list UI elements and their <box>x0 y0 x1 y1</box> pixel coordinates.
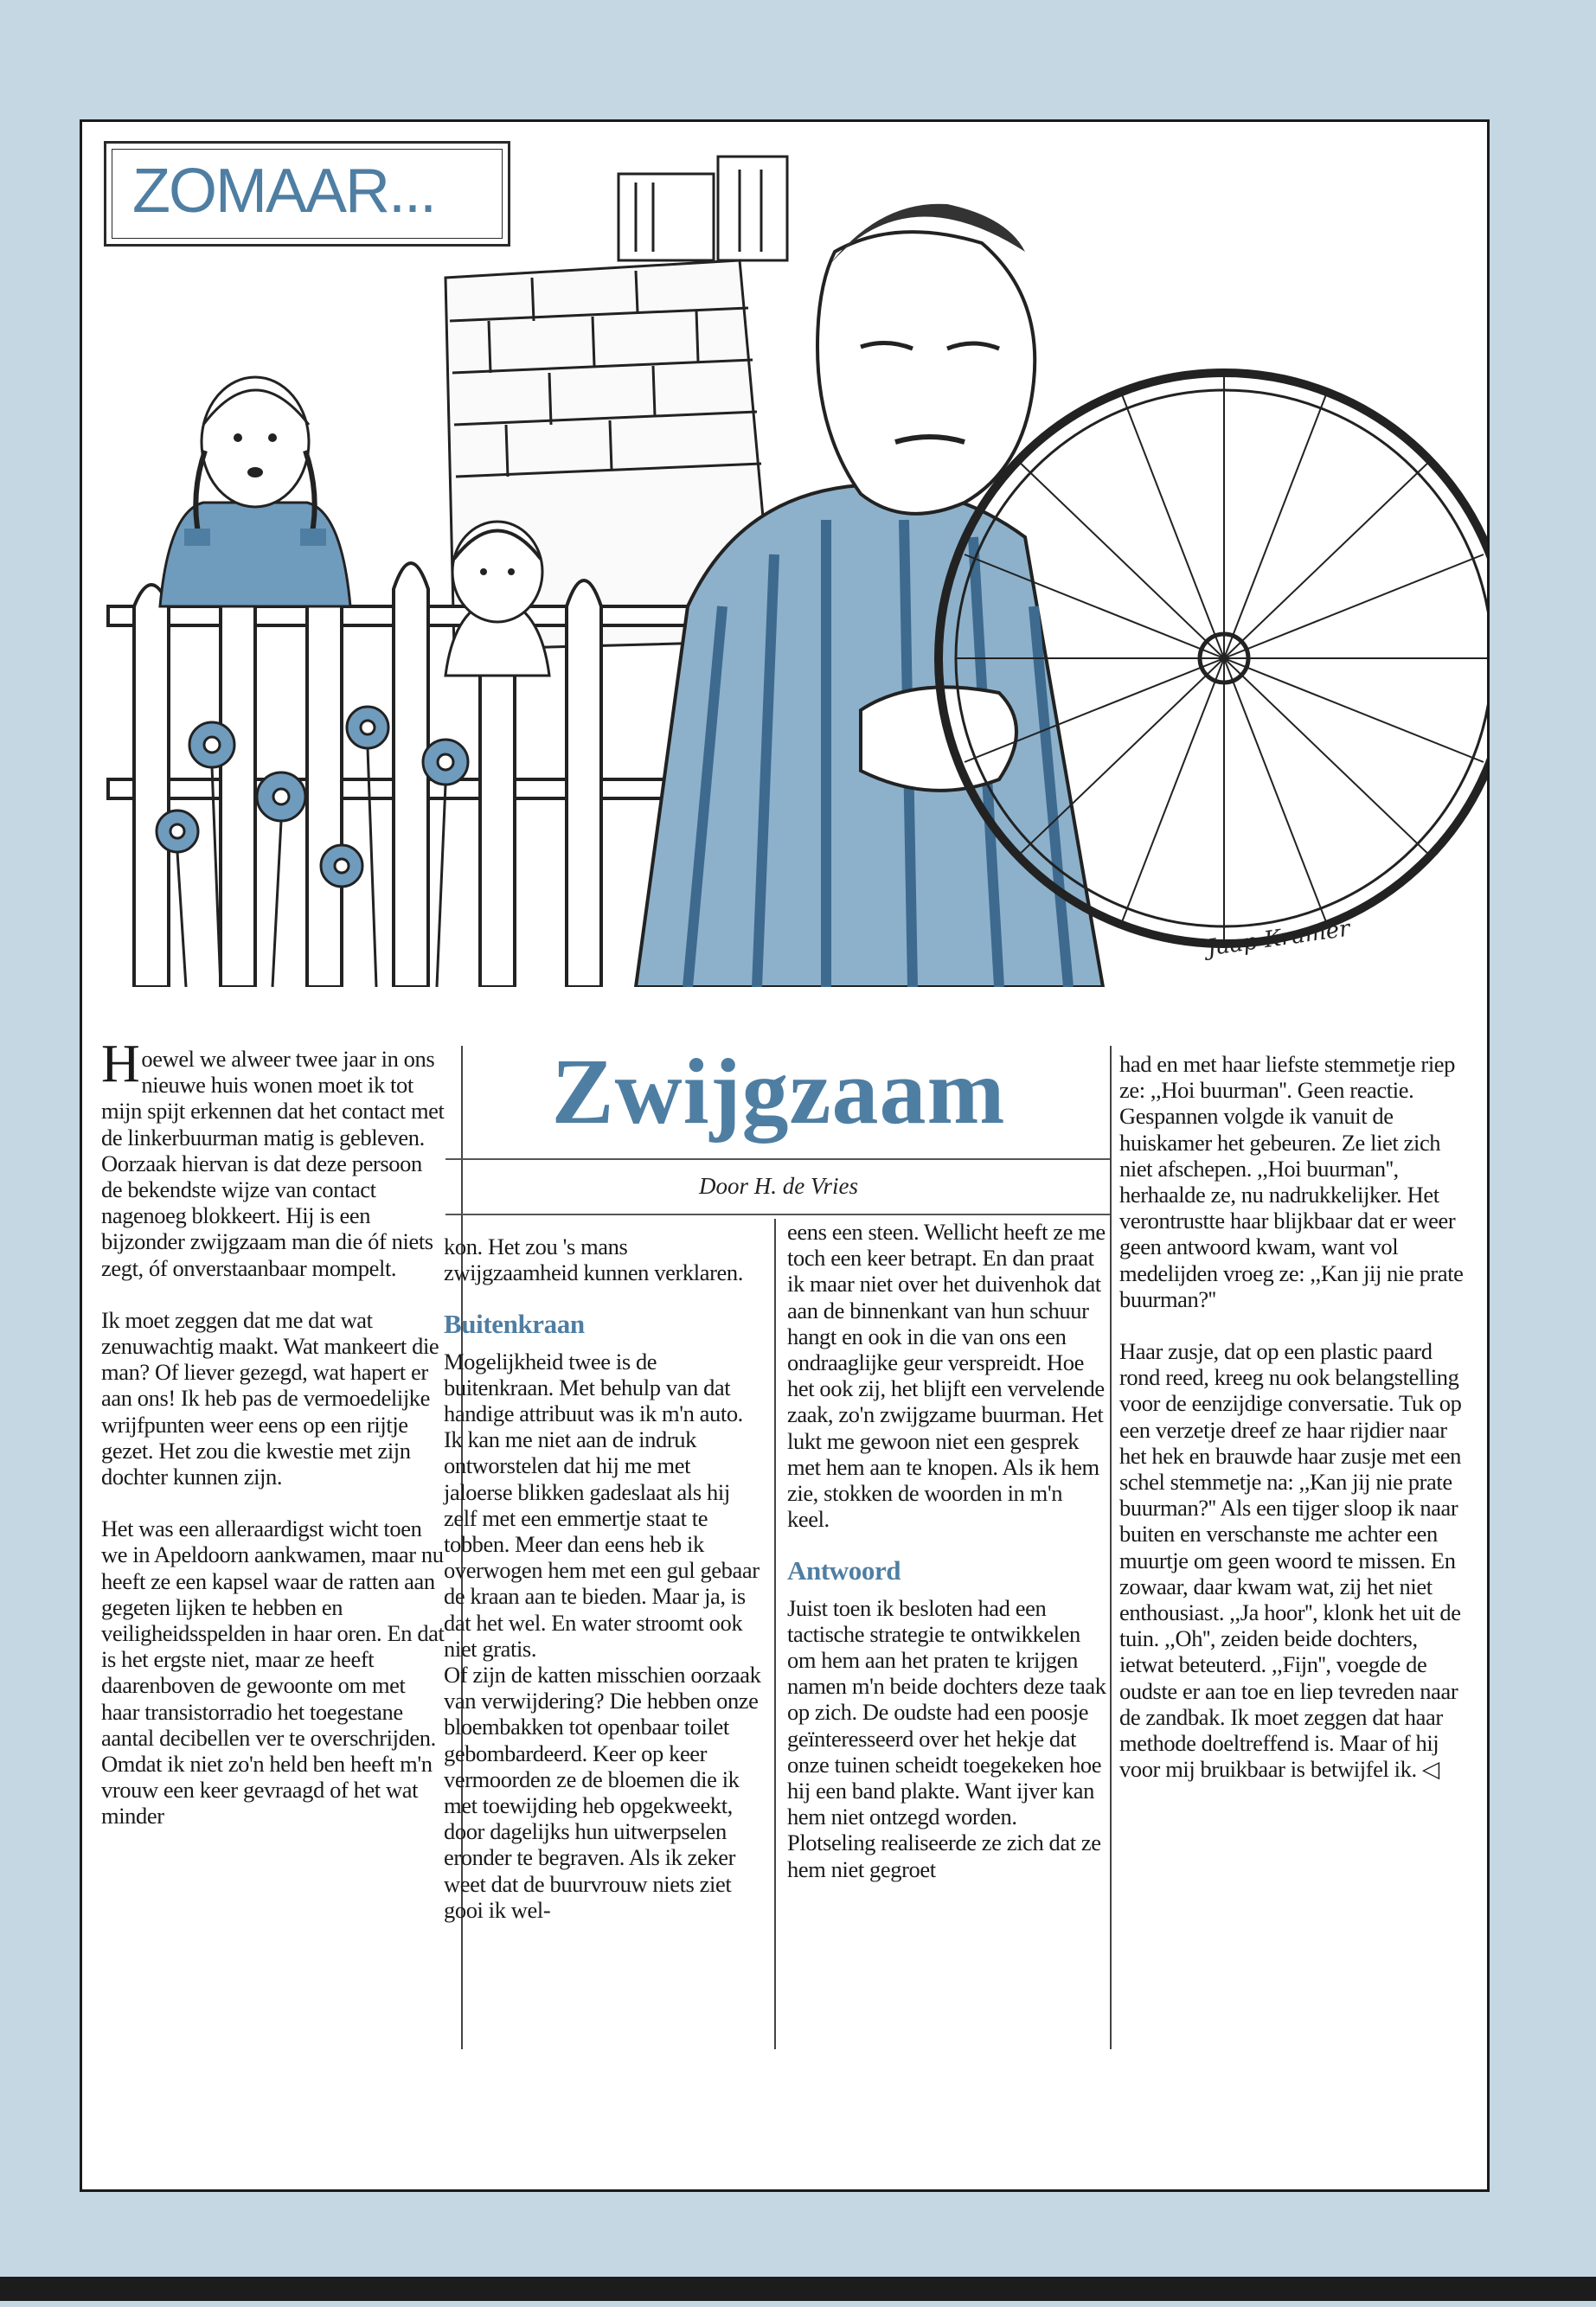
col1-paragraph-3: Het was een alleraardigst wicht toen we in Apeldoorn aankwamen, maar nu heeft ze een kapsel waar de ratten aan gegeten lijken te hebben en veiligheidsspelden in haar oren. En dat is het ergste niet, maar ze heeft daarenboven de gewoonte om met haar transistorradio het toegestane aantal decibellen ver te overschrijden. <box>101 1516 445 1751</box>
col3-paragraph-1: eens een steen. Wellicht heeft ze me toch een keer betrapt. En dan praat ik maar niet over het duivenhok dat aan de binnenkant van hun schuur hangt en ook in die van ons een ondraaglijke geur verspreidt. Hoe het ook zij, het blijft een vervelende zaak, zo'n zwijgzame buurman. Het lukt me gewoon niet een gesprek met hem aan te knopen. Als ik hem zie, stokken de woorden in m'n keel. <box>787 1219 1106 1533</box>
artist-signature: Jaap Kramer <box>1205 915 1352 962</box>
title-rule <box>445 1158 1112 1160</box>
article-column-2 <box>444 1234 764 1949</box>
subhead-antwoord: Antwoord <box>787 1555 901 1586</box>
older-girl <box>160 377 350 606</box>
bottom-band <box>0 2277 1596 2301</box>
page-frame <box>80 119 1490 2192</box>
col2-paragraph-2: Mogelijkheid twee is de buitenkraan. Met behulp van dat handige attribuut was ik m'n auto. Ik kan me niet aan de indruk ontworstelen dat hij me met jaloerse blikken gadeslaat als hij zelf met een emmertje staat te tobben. Meer dan eens heb ik overwogen hem met een gul gebaar de kraan aan te bieden. Maar ja, is dat het wel. En water stroomt ook niet gratis. <box>444 1348 760 1662</box>
column-divider-2 <box>774 1219 776 2049</box>
section-label-box <box>104 141 510 247</box>
article-column-3 <box>787 1219 1107 1908</box>
bicycle-wheel <box>939 373 1487 944</box>
col4-paragraph-2: Haar zusje, dat op een plastic paard rond reed, kreeg nu ook belangstelling voor de eenzijdige conversatie. Tuk op een verzetje dreef ze haar rijdier naar het hek en brauwde haar zusje met een schel stemmetje na: ,,Kan jij nie prate buurman?'' Als een tijger sloop ik naar buiten en verschanste me achter een muurtje om geen woord te missen. En zowaar, daar kwam wat, zij het niet enthousiast. ,,Ja hoor'', klonk het uit de tuin. ,,Oh'', zeiden beide dochters, ietwat beteuterd. ,,Fijn'', voegde de oudste er aan toe en liep tevreden naar de zandbak. Ik moet zeggen dat haar methode doeltreffend is. Maar of hij voor mij bruikbaar is betwijfel ik. ◁ <box>1119 1338 1462 1783</box>
col4-paragraph-1: had en met haar liefste stemmetje riep ze: ,,Hoi buurman''. Geen reactie. Gespannen volgde ik vanuit de huiskamer het gebeuren. Ze liet zich niet afschepen. ,,Hoi buurman'', herhaalde ze, nu nadrukkelijker. Het verontrustte haar blijkbaar dat er weer geen antwoord kwam, want vol medelijden vroeg ze: ,,Kan jij nie prate buurman?'' <box>1119 1051 1464 1312</box>
byline: Door H. de Vries <box>699 1173 858 1199</box>
col3-paragraph-3: Plotseling realiseerde ze zich dat ze hem niet gegroet <box>787 1830 1101 1882</box>
illustration <box>82 122 1487 987</box>
subhead-buitenkraan: Buitenkraan <box>444 1309 585 1340</box>
column-divider-3 <box>1110 1046 1112 2049</box>
col1-paragraph-2: Ik moet zeggen dat me dat wat zenuwachtig maakt. Wat mankeert die man? Of liever gezegd, wat hapert er aan ons! Ik heb pas de vermoedelijke wrijfpunten weer eens op een rijtje gezet. Het zou die kwestie met zijn dochter kunnen zijn. <box>101 1306 439 1490</box>
col2-paragraph-1: kon. Het zou 's mans zwijgzaamheid kunnen verklaren. <box>444 1234 743 1286</box>
garden-fence <box>108 563 696 987</box>
col3-paragraph-2: Juist toen ik besloten had een tactische strategie te ontwikkelen om hem aan het praten te krijgen namen m'n beide dochters deze taak op zich. De oudste had een poosje geïnteresseerd over het hekje dat onze tuinen scheidt toegekeken hoe hij een band plakte. Want ijver kan hem niet ontzegd worden. <box>787 1594 1106 1830</box>
small-child <box>445 522 549 676</box>
drop-cap: H <box>101 1035 140 1093</box>
col1-paragraph-4: Omdat ik niet zo'n held ben heeft m'n vrouw een keer gevraagd of het wat minder <box>101 1751 433 1830</box>
article-column-1 <box>101 1035 447 1855</box>
byline-rule <box>445 1214 1112 1215</box>
ink-drawing <box>82 122 1487 987</box>
col1-paragraph-1: oewel we alweer twee jaar in ons nieuwe huis wonen moet ik tot mijn spijt erkennen dat het contact met de linkerbuurman matig is gebleven. Oorzaak hiervan is dat deze persoon de bekendste wijze van contact nagenoeg blokkeert. Hij is een bijzonder zwijgzaam man die óf niets zegt, óf onverstaanbaar mompelt. <box>101 1046 445 1281</box>
article-column-4 <box>1119 1051 1470 1808</box>
section-label: ZOMAAR... <box>132 157 436 226</box>
article-title: Zwijgzaam <box>551 1041 1006 1144</box>
col2-paragraph-3: Of zijn de katten misschien oorzaak van verwijdering? Die hebben onze bloembakken tot openbaar toilet gebombardeerd. Keer op keer vermoorden ze de bloemen die ik met toewijding heb opgekweekt, door dagelijks hun uitwerpselen eronder te begraven. Als ik zeker weet dat de buurvrouw niets ziet gooi ik wel- <box>444 1662 761 1923</box>
